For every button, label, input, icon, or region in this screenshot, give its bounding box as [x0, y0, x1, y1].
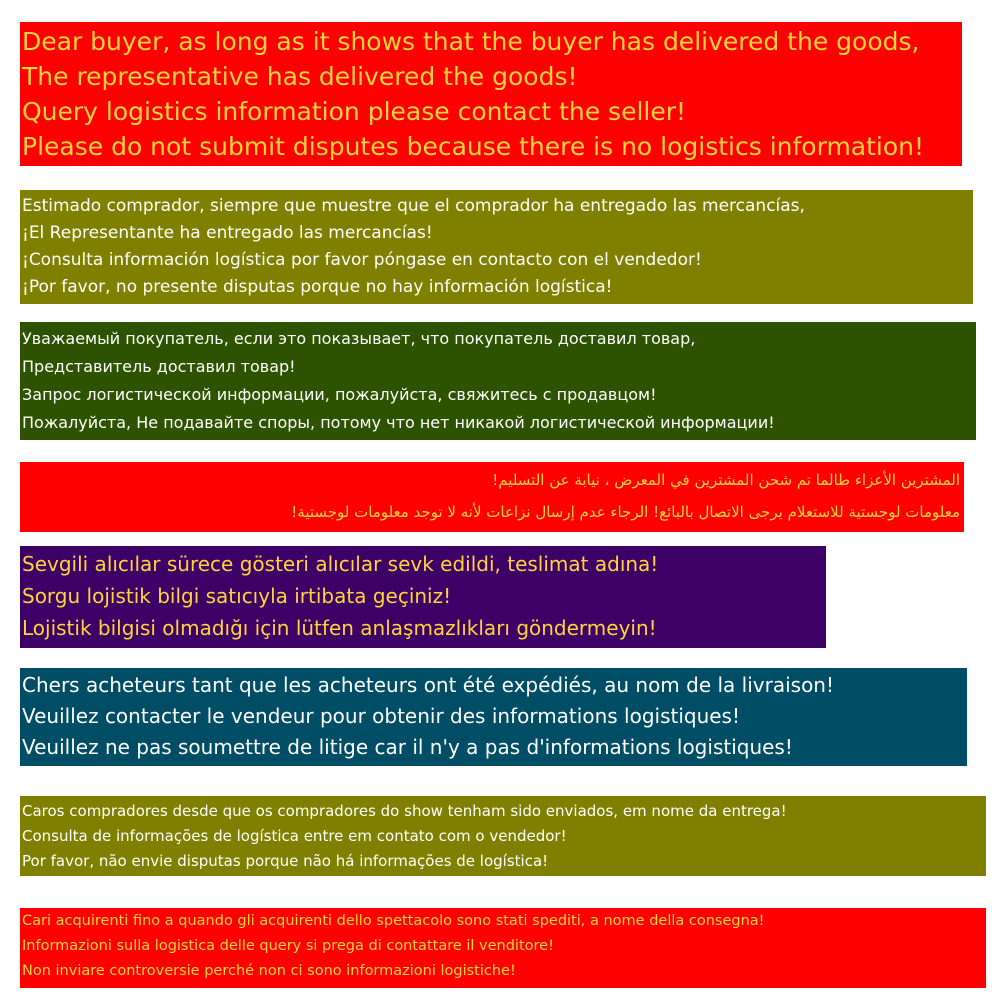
notice-line: Пожалуйста, Не подавайте споры, потому что нет никакой логистической информации!	[22, 413, 775, 432]
notice-line: Запрос логистической информации, пожалуйста, свяжитесь с продавцом!	[22, 385, 657, 404]
notice-line: Veuillez ne pas soumettre de litige car il n'y a pas d'informations logistiques!	[22, 735, 793, 759]
notice-line: Представитель доставил товар!	[22, 357, 296, 376]
notice-line: Cari acquirenti fino a quando gli acquirenti dello spettacolo sono stati spediti, a nome della consegna!	[22, 913, 765, 929]
notice-line: Sorgu lojistik bilgi satıcıyla irtibata geçiniz!	[22, 584, 452, 608]
notice-line: ¡Consulta información logística por favor póngase en contacto con el vendedor!	[22, 250, 702, 270]
notice-line: Veuillez contacter le vendeur pour obtenir des informations logistiques!	[22, 704, 740, 728]
notice-line: Informazioni sulla logistica delle query si prega di contattare il venditore!	[22, 938, 554, 954]
notice-block-arabic	[20, 462, 964, 532]
notice-block-italian	[20, 908, 986, 988]
notice-line: Уважаемый покупатель, если это показывает, что покупатель доставил товар,	[22, 329, 696, 348]
notice-block-english	[20, 22, 962, 166]
notice-line: معلومات لوجستية للاستعلام يرجى الاتصال بالبائع! الرجاء عدم إرسال نزاعات لأنه لا توجد معلومات لوجستية!	[291, 503, 960, 521]
notice-line: Non inviare controversie perché non ci sono informazioni logistiche!	[22, 963, 516, 979]
notice-block-russian	[20, 322, 976, 440]
notice-line: Consulta de informações de logística entre em contato com o vendedor!	[22, 827, 567, 845]
notice-block-spanish	[20, 190, 973, 304]
notice-line: The representative has delivered the goods!	[22, 62, 578, 91]
notice-line: المشترين الأعزاء طالما تم شحن المشترين في المعرض ، نيابة عن التسليم!	[492, 471, 960, 489]
notice-block-french	[20, 668, 967, 766]
notice-line: Sevgili alıcılar sürece gösteri alıcılar sevk edildi, teslimat adına!	[22, 552, 659, 576]
notice-line: Dear buyer, as long as it shows that the buyer has delivered the goods,	[22, 27, 920, 56]
notice-line: Estimado comprador, siempre que muestre que el comprador ha entregado las mercancías,	[22, 196, 805, 216]
notice-line: Caros compradores desde que os compradores do show tenham sido enviados, em nome da entrega!	[22, 802, 787, 820]
notice-line: Por favor, não envie disputas porque não há informações de logística!	[22, 852, 549, 870]
notice-line: Query logistics information please contact the seller!	[22, 97, 687, 126]
notice-block-turkish	[20, 546, 826, 648]
notice-line: Chers acheteurs tant que les acheteurs ont été expédiés, au nom de la livraison!	[22, 673, 835, 697]
notice-line: Please do not submit disputes because there is no logistics information!	[22, 132, 925, 161]
notice-line: ¡El Representante ha entregado las mercancías!	[22, 223, 433, 243]
notice-line: ¡Por favor, no presente disputas porque no hay información logística!	[22, 277, 613, 297]
notice-block-portuguese	[20, 796, 986, 876]
notice-line: Lojistik bilgisi olmadığı için lütfen anlaşmazlıkları göndermeyin!	[22, 616, 657, 640]
